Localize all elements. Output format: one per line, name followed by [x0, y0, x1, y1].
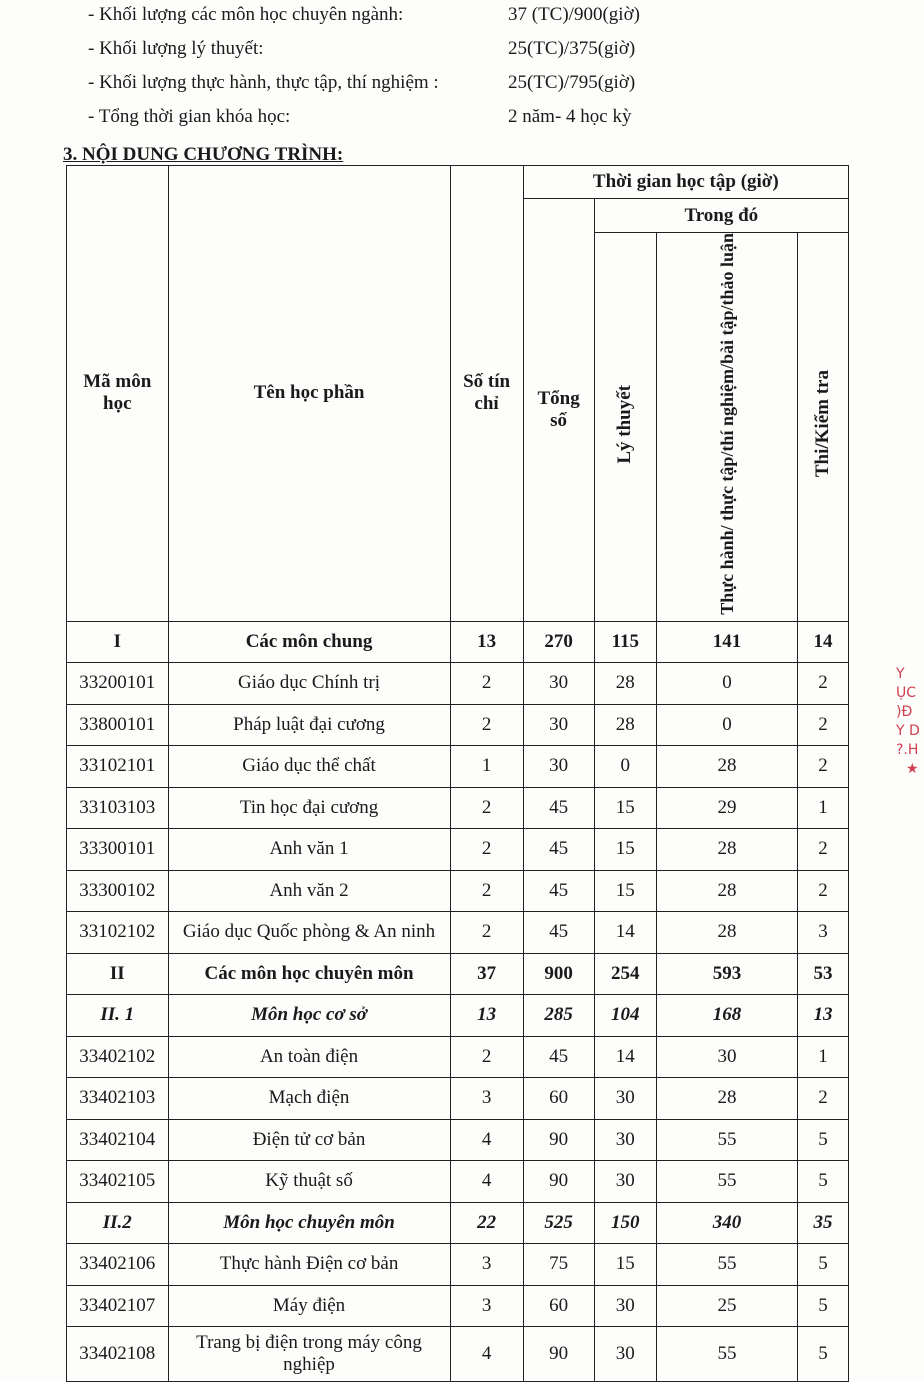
cell-exam: 5	[797, 1119, 848, 1161]
cell-theory: 28	[594, 704, 656, 746]
cell-name: Thực hành Điện cơ bản	[168, 1244, 450, 1286]
cell-credits: 2	[450, 704, 523, 746]
cell-credits: 13	[450, 621, 523, 663]
table-row	[67, 1244, 849, 1286]
header-time-group: Thời gian học tập (giờ)	[523, 166, 848, 199]
table-row	[67, 1036, 849, 1078]
cell-total: 90	[523, 1119, 594, 1161]
cell-theory: 30	[594, 1161, 656, 1203]
cell-code: 33102101	[67, 746, 169, 788]
cell-credits: 4	[450, 1161, 523, 1203]
cell-code: 33800101	[67, 704, 169, 746]
cell-code: 33402105	[67, 1161, 169, 1203]
summary-label: - Khối lượng thực hành, thực tập, thí nghiệm :	[88, 72, 439, 93]
cell-code: II.2	[67, 1202, 169, 1244]
cell-name: Anh văn 1	[168, 829, 450, 871]
cell-total: 45	[523, 1036, 594, 1078]
cell-credits: 3	[450, 1285, 523, 1327]
cell-practice: 55	[656, 1327, 797, 1382]
cell-name: Trang bị điện trong máy công nghiệp	[168, 1327, 450, 1382]
cell-total: 30	[523, 663, 594, 705]
header-theory: Lý thuyết	[614, 384, 636, 464]
cell-exam: 2	[797, 663, 848, 705]
summary-label: - Khối lượng lý thuyết:	[88, 38, 264, 59]
cell-exam: 5	[797, 1327, 848, 1382]
cell-practice: 55	[656, 1119, 797, 1161]
cell-code: 33402102	[67, 1036, 169, 1078]
cell-theory: 14	[594, 912, 656, 954]
cell-name: Giáo dục Chính trị	[168, 663, 450, 705]
cell-exam: 2	[797, 704, 848, 746]
summary-row	[88, 0, 788, 34]
cell-practice: 0	[656, 663, 797, 705]
red-stamp-fragment	[896, 665, 920, 779]
cell-practice: 29	[656, 787, 797, 829]
cell-exam: 14	[797, 621, 848, 663]
cell-credits: 37	[450, 953, 523, 995]
cell-theory: 104	[594, 995, 656, 1037]
cell-practice: 0	[656, 704, 797, 746]
cell-practice: 30	[656, 1036, 797, 1078]
cell-total: 45	[523, 829, 594, 871]
cell-credits: 2	[450, 870, 523, 912]
cell-total: 60	[523, 1078, 594, 1120]
cell-total: 285	[523, 995, 594, 1037]
header-practice-cell	[656, 233, 797, 622]
cell-name: Các môn học chuyên môn	[168, 953, 450, 995]
cell-credits: 2	[450, 663, 523, 705]
cell-practice: 28	[656, 1078, 797, 1120]
cell-total: 75	[523, 1244, 594, 1286]
cell-code: 33402104	[67, 1119, 169, 1161]
header-theory-cell	[594, 233, 656, 622]
cell-name: Kỹ thuật số	[168, 1161, 450, 1203]
cell-theory: 30	[594, 1078, 656, 1120]
summary-label: - Khối lượng các môn học chuyên ngành:	[88, 4, 404, 25]
cell-code: 33300102	[67, 870, 169, 912]
cell-total: 90	[523, 1161, 594, 1203]
table-row	[67, 621, 849, 663]
table-row	[67, 1078, 849, 1120]
cell-credits: 2	[450, 787, 523, 829]
cell-credits: 1	[450, 746, 523, 788]
cell-practice: 593	[656, 953, 797, 995]
summary-row	[88, 68, 788, 102]
cell-exam: 5	[797, 1161, 848, 1203]
summary-row	[88, 102, 788, 136]
cell-code: 33102102	[67, 912, 169, 954]
cell-exam: 1	[797, 787, 848, 829]
cell-total: 525	[523, 1202, 594, 1244]
header-of-which: Trong đó	[594, 199, 848, 233]
cell-theory: 15	[594, 829, 656, 871]
summary-value: 25(TC)/375(giờ)	[508, 38, 636, 59]
table-row	[67, 663, 849, 705]
cell-exam: 2	[797, 746, 848, 788]
cell-name: Pháp luật đại cương	[168, 704, 450, 746]
table-row	[67, 704, 849, 746]
cell-name: Máy điện	[168, 1285, 450, 1327]
cell-name: Môn học cơ sở	[168, 995, 450, 1037]
cell-code: I	[67, 621, 169, 663]
summary-value: 37 (TC)/900(giờ)	[508, 4, 640, 25]
cell-code: 33300101	[67, 829, 169, 871]
table-row	[67, 1202, 849, 1244]
table-row	[67, 1285, 849, 1327]
cell-exam: 5	[797, 1244, 848, 1286]
summary-value: 25(TC)/795(giờ)	[508, 72, 636, 93]
cell-name: Các môn chung	[168, 621, 450, 663]
cell-credits: 2	[450, 912, 523, 954]
cell-code: 33402103	[67, 1078, 169, 1120]
summary-value: 2 năm- 4 học kỳ	[508, 106, 632, 127]
cell-practice: 28	[656, 829, 797, 871]
cell-exam: 2	[797, 829, 848, 871]
cell-practice: 55	[656, 1161, 797, 1203]
cell-practice: 25	[656, 1285, 797, 1327]
cell-practice: 28	[656, 912, 797, 954]
table-row	[67, 870, 849, 912]
header-total: Tổng số	[523, 199, 594, 622]
stamp-text: Y D	[896, 723, 920, 739]
cell-total: 30	[523, 746, 594, 788]
cell-code: II. 1	[67, 995, 169, 1037]
cell-exam: 53	[797, 953, 848, 995]
cell-theory: 30	[594, 1119, 656, 1161]
header-credits: Số tín chỉ	[450, 166, 523, 622]
cell-theory: 15	[594, 787, 656, 829]
section-title: 3. NỘI DUNG CHƯƠNG TRÌNH:	[63, 144, 344, 165]
cell-total: 900	[523, 953, 594, 995]
cell-theory: 254	[594, 953, 656, 995]
cell-code: 33402107	[67, 1285, 169, 1327]
cell-total: 45	[523, 912, 594, 954]
program-summary	[88, 0, 788, 136]
cell-code: 33200101	[67, 663, 169, 705]
summary-label: - Tổng thời gian khóa học:	[88, 106, 291, 127]
cell-total: 45	[523, 787, 594, 829]
cell-theory: 150	[594, 1202, 656, 1244]
cell-code: 33402108	[67, 1327, 169, 1382]
table-row	[67, 787, 849, 829]
cell-theory: 0	[594, 746, 656, 788]
cell-total: 30	[523, 704, 594, 746]
cell-theory: 14	[594, 1036, 656, 1078]
cell-credits: 13	[450, 995, 523, 1037]
cell-code: II	[67, 953, 169, 995]
cell-name: Mạch điện	[168, 1078, 450, 1120]
cell-credits: 4	[450, 1327, 523, 1382]
header-practice: Thực hành/ thực tập/thí nghiệm/bài tập/thảo luận	[716, 233, 737, 615]
header-name: Tên học phần	[168, 166, 450, 622]
curriculum-table	[66, 165, 849, 1382]
cell-practice: 55	[656, 1244, 797, 1286]
table-row	[67, 829, 849, 871]
star-icon: ★	[906, 761, 919, 777]
header-code: Mã môn học	[67, 166, 169, 622]
stamp-text: )Đ	[896, 704, 913, 720]
cell-name: Giáo dục thể chất	[168, 746, 450, 788]
cell-practice: 168	[656, 995, 797, 1037]
cell-name: Môn học chuyên môn	[168, 1202, 450, 1244]
stamp-text: Y	[896, 666, 905, 682]
cell-name: Tin học đại cương	[168, 787, 450, 829]
cell-exam: 1	[797, 1036, 848, 1078]
cell-exam: 2	[797, 870, 848, 912]
table-body	[67, 621, 849, 1382]
cell-credits: 2	[450, 829, 523, 871]
cell-theory: 15	[594, 870, 656, 912]
table-row	[67, 912, 849, 954]
cell-theory: 28	[594, 663, 656, 705]
cell-total: 60	[523, 1285, 594, 1327]
cell-exam: 2	[797, 1078, 848, 1120]
table-row	[67, 746, 849, 788]
table-row	[67, 953, 849, 995]
cell-credits: 3	[450, 1244, 523, 1286]
cell-total: 270	[523, 621, 594, 663]
cell-practice: 141	[656, 621, 797, 663]
header-exam-cell	[797, 233, 848, 622]
stamp-text: ỤC	[896, 685, 917, 701]
cell-name: Điện tử cơ bản	[168, 1119, 450, 1161]
cell-code: 33103103	[67, 787, 169, 829]
cell-theory: 30	[594, 1285, 656, 1327]
table-row	[67, 1161, 849, 1203]
cell-credits: 2	[450, 1036, 523, 1078]
cell-credits: 22	[450, 1202, 523, 1244]
table-row	[67, 995, 849, 1037]
table-row	[67, 1119, 849, 1161]
cell-exam: 3	[797, 912, 848, 954]
cell-name: An toàn điện	[168, 1036, 450, 1078]
cell-theory: 115	[594, 621, 656, 663]
cell-theory: 15	[594, 1244, 656, 1286]
cell-credits: 4	[450, 1119, 523, 1161]
cell-code: 33402106	[67, 1244, 169, 1286]
header-exam: Thi/Kiểm tra	[811, 370, 833, 478]
cell-practice: 340	[656, 1202, 797, 1244]
cell-exam: 35	[797, 1202, 848, 1244]
summary-row	[88, 34, 788, 68]
cell-exam: 5	[797, 1285, 848, 1327]
table-row	[67, 1327, 849, 1382]
cell-name: Anh văn 2	[168, 870, 450, 912]
cell-total: 45	[523, 870, 594, 912]
cell-practice: 28	[656, 870, 797, 912]
stamp-text: ?.H	[896, 742, 919, 758]
cell-credits: 3	[450, 1078, 523, 1120]
cell-total: 90	[523, 1327, 594, 1382]
cell-practice: 28	[656, 746, 797, 788]
cell-theory: 30	[594, 1327, 656, 1382]
cell-name: Giáo dục Quốc phòng & An ninh	[168, 912, 450, 954]
cell-exam: 13	[797, 995, 848, 1037]
